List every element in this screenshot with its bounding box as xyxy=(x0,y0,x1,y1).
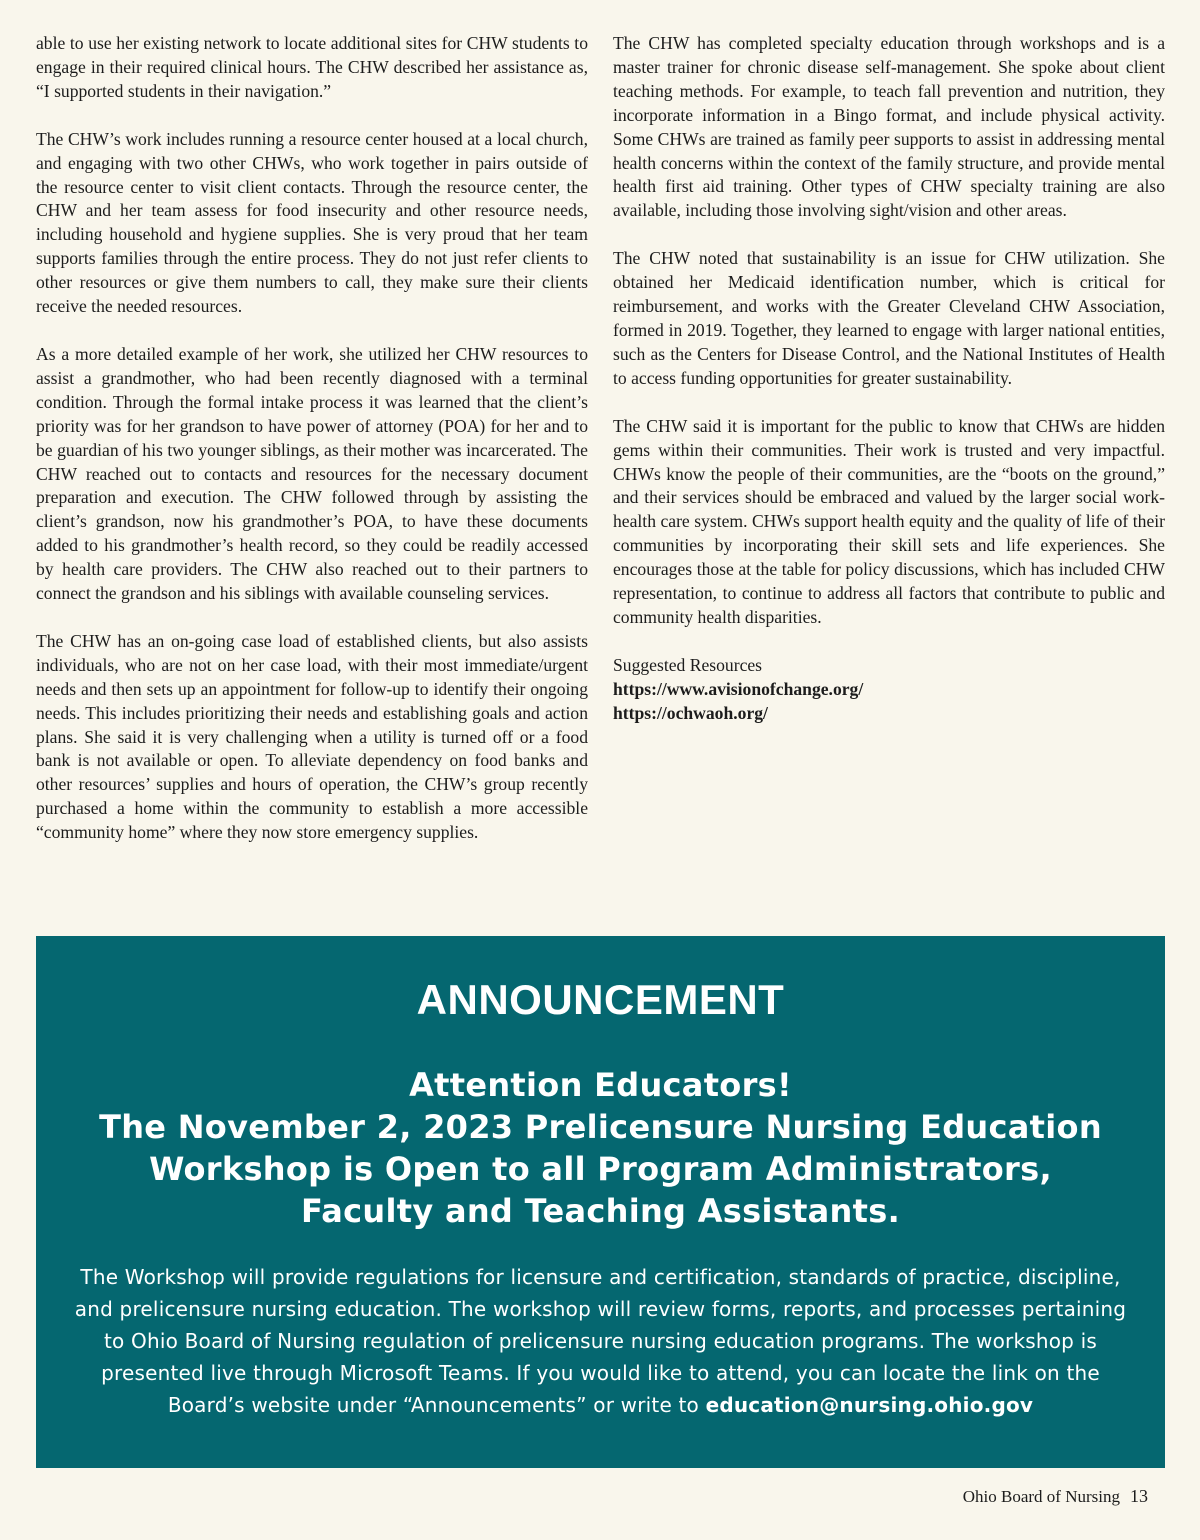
left-column xyxy=(36,32,588,869)
page-footer xyxy=(963,1486,1148,1507)
right-paragraph-3: The CHW said it is important for the public to know that CHWs are hidden gems within their communities. Their work is trusted and very impactful. CHWs know the people of their communities, are the “boots on the ground,” and their services should be embraced and valued by the larger social work-health care system. CHWs support health equity and the quality of life of their communities by incorporating their skill sets and life experiences. She encourages those at the table for policy discussions, which has included CHW representation, to continue to address all factors that contribute to public and community health disparities. xyxy=(613,415,1165,627)
announcement-title: ANNOUNCEMENT xyxy=(416,976,785,1023)
left-paragraph-2: The CHW’s work includes running a resource center housed at a local church, and engaging with two other CHWs, who work together in pairs outside of the resource center to visit client contacts. Through the resource center, the CHW and her team assess for food insecurity and other resource needs, including household and hygiene supplies. She is very proud that her team supports families through the entire process. They do not just refer clients to other resources or give them numbers to call, they make sure their clients receive the needed resources. xyxy=(36,128,588,317)
publication-name: Ohio Board of Nursing xyxy=(962,1487,1120,1506)
email-link[interactable]: education@nursing.ohio.gov xyxy=(705,1393,1034,1417)
page-number: 13 xyxy=(1130,1486,1148,1506)
right-paragraph-2: The CHW noted that sustainability is an issue for CHW utilization. She obtained her Medicaid identification number, which is critical for reimbursement, and works with the Greater Cleveland CHW Association, formed in 2019. Together, they learned to engage with larger national entities, such as the Centers for Disease Control, and the National Institutes of Health to access funding opportunities for greater sustainability. xyxy=(613,248,1165,388)
resource-link-ochwaoh[interactable]: https://ochwaoh.org/ xyxy=(613,702,768,723)
resource-link-avisionofchange[interactable]: https://www.avisionofchange.org/ xyxy=(613,678,864,699)
right-column xyxy=(613,32,1165,869)
resources-title: Suggested Resources xyxy=(613,654,763,675)
headline-line-2: The November 2, 2023 Prelicensure Nursing Education xyxy=(99,1108,1102,1146)
headline-line-1: Attention Educators! xyxy=(409,1066,792,1104)
headline-line-4: Faculty and Teaching Assistants. xyxy=(300,1192,901,1230)
left-paragraph-3: As a more detailed example of her work, she utilized her CHW resources to assist a grandmother, who had been recently diagnosed with a terminal condition. Through the formal intake process it was learned that the client’s priority was for her grandson to have power of attorney (POA) for her and to be guardian of his two younger siblings, as their mother was incarcerated. The CHW reached out to contacts and resources for the necessary document preparation and execution. The CHW followed through by assisting the client’s grandson, now his grandmother’s POA, to have these documents added to his grandmother’s health record, so they could be readily accessed by health care providers. The CHW also reached out to their partners to connect the grandson and his siblings with available counseling services. xyxy=(36,343,588,604)
announcement-body-text: The Workshop will provide regulations for licensure and certification, standards of practice, discipline, and prelicensure nursing education. The workshop will review forms, reports, and processes pertaining to Ohio Board of Nursing regulation of prelicensure nursing education programs. The workshop is presented live through Microsoft Teams. If you would like to attend, you can locate the link on the Board’s website under “Announcements” or write to xyxy=(74,1265,1127,1417)
announcement-headline xyxy=(56,1064,1145,1232)
announcement-box xyxy=(36,936,1165,1468)
right-paragraph-1: The CHW has completed specialty education through workshops and is a master trainer for chronic disease self-management. She spoke about client teaching methods. For example, to teach fall prevention and nutrition, they incorporate information in a Bingo format, and include physical activity. Some CHWs are trained as family peer supports to assist in addressing mental health concerns within the context of the family structure, and provide mental health first aid training. Other types of CHW specialty training are also available, including those involving sight/vision and other areas. xyxy=(613,33,1165,221)
left-paragraph-4: The CHW has an on-going case load of established clients, but also assists individuals, who are not on her case load, with their most immediate/urgent needs and then sets up an appointment for follow-up to identify their ongoing needs. This includes prioritizing their needs and establishing goals and action plans. She said it is very challenging when a utility is turned off or a food bank is not available or open. To alleviate dependency on food banks and other resources’ supplies and hours of operation, the CHW’s group recently purchased a home within the community to establish a more accessible “community home” where they now store emergency supplies. xyxy=(36,630,588,843)
announcement-body xyxy=(66,1261,1135,1421)
headline-line-3: Workshop is Open to all Program Administrators, xyxy=(149,1150,1052,1188)
article-columns xyxy=(36,32,1165,869)
left-paragraph-1: able to use her existing network to locate additional sites for CHW students to engage in their required clinical hours. The CHW described her assistance as, “I supported students in their navigation.” xyxy=(36,33,588,101)
